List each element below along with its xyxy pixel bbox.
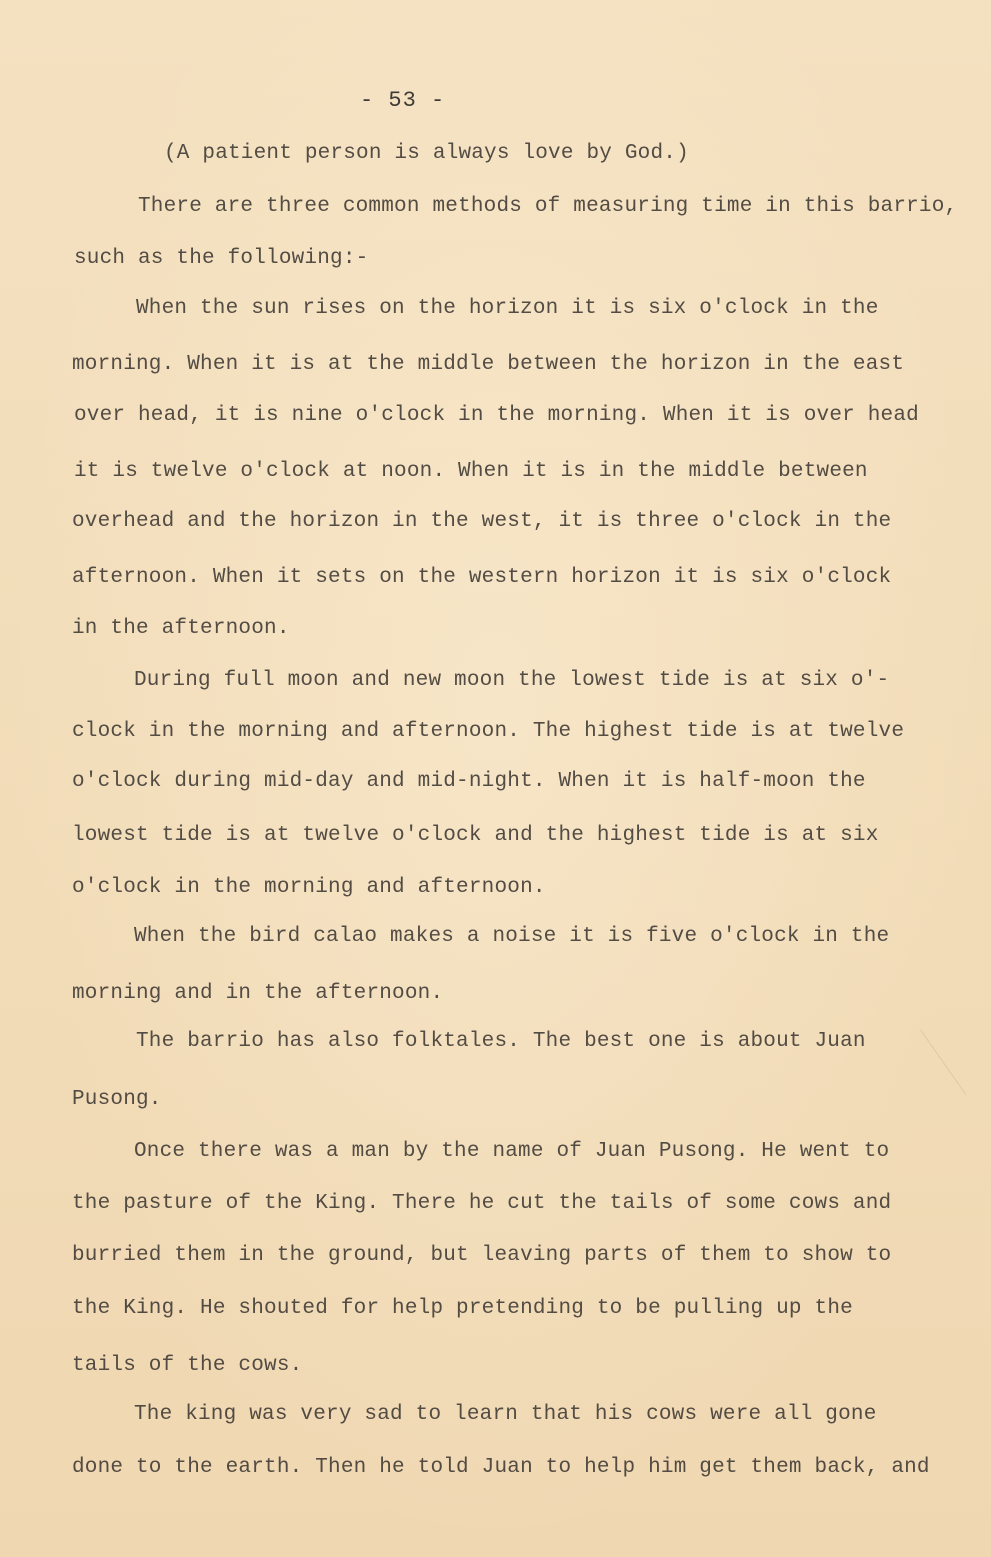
- text-line: During full moon and new moon the lowest tide is at six o'-: [134, 669, 890, 692]
- text-line: morning and in the afternoon.: [72, 982, 444, 1005]
- text-line: clock in the morning and afternoon. The highest tide is at twelve: [72, 720, 905, 743]
- text-line: such as the following:-: [74, 247, 369, 270]
- text-line: the King. He shouted for help pretending to be pulling up the: [72, 1297, 853, 1320]
- text-line: The barrio has also folktales. The best one is about Juan: [136, 1030, 866, 1053]
- text-line: burried them in the ground, but leaving parts of them to show to: [72, 1244, 892, 1267]
- text-line: afternoon. When it sets on the western horizon it is six o'clock: [72, 566, 892, 589]
- text-line: Once there was a man by the name of Juan Pusong. He went to: [134, 1140, 890, 1163]
- text-line: done to the earth. Then he told Juan to help him get them back, and: [72, 1456, 930, 1479]
- text-line: When the sun rises on the horizon it is six o'clock in the: [136, 297, 879, 320]
- text-line: (A patient person is always love by God.): [164, 142, 689, 165]
- text-line: morning. When it is at the middle between the horizon in the east: [72, 353, 905, 376]
- text-line: When the bird calao makes a noise it is five o'clock in the: [134, 925, 890, 948]
- text-line: lowest tide is at twelve o'clock and the highest tide is at six: [72, 824, 879, 847]
- text-line: There are three common methods of measuring time in this barrio,: [138, 195, 958, 218]
- text-line: the pasture of the King. There he cut the tails of some cows and: [72, 1192, 892, 1215]
- text-line: Pusong.: [72, 1088, 162, 1111]
- text-line: The king was very sad to learn that his cows were all gone: [134, 1403, 877, 1426]
- paper-crease: [920, 995, 991, 1096]
- text-line: over head, it is nine o'clock in the morning. When it is over head: [74, 404, 919, 427]
- text-line: o'clock during mid-day and mid-night. When it is half-moon the: [72, 770, 866, 793]
- page-number: - 53 -: [360, 88, 446, 113]
- text-line: tails of the cows.: [72, 1354, 303, 1377]
- text-line: overhead and the horizon in the west, it is three o'clock in the: [72, 510, 892, 533]
- text-line: it is twelve o'clock at noon. When it is in the middle between: [74, 460, 868, 483]
- text-line: in the afternoon.: [72, 617, 290, 640]
- text-line: o'clock in the morning and afternoon.: [72, 876, 546, 899]
